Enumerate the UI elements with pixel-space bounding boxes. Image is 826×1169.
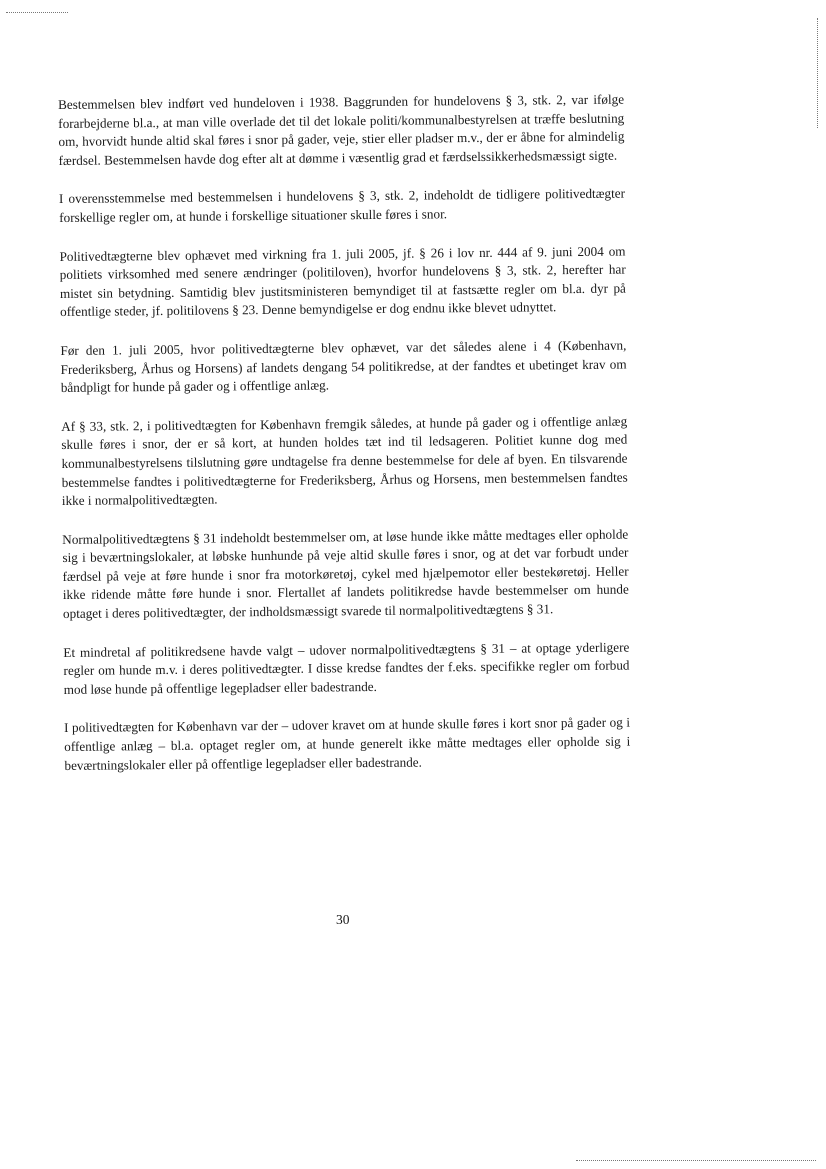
- paragraph: Normalpolitivedtægtens § 31 indeholdt bestemmelser om, at løse hunde ikke måtte medtages eller opholde sig i beværtningslokaler, at løbske hunhunde på veje altid skulle føres i snor, og at det var forbudt under færdsel på veje at føre hunde i snor fra motorkøretøj, cykel med hjælpemotor eller bestekøretøj. Heller ikke ridende måtte føre hunde i snor. Flertallet af landets politikredse havde bestemmelser om hunde optaget i deres politivedtægter, der indholdsmæssigt svarede til normalpolitivedtægtens § 31.: [62, 526, 629, 622]
- scan-artifact-right: [817, 18, 818, 128]
- scan-artifact-top: [6, 12, 68, 13]
- paragraph: Et mindretal af politikredsene havde valgt – udover normalpolitivedtægtens § 31 – at optage yderligere regler om hunde m.v. i deres politivedtægter. I disse kredse fandtes der f.eks. specifikke regler om forbud mod løse hunde på offentlige legepladser eller badestrande.: [63, 639, 630, 697]
- page-number: 30: [336, 912, 350, 927]
- paragraph: Bestemmelsen blev indført ved hundeloven i 1938. Baggrunden for hundelovens § 3, stk. 2, var ifølge forarbejderne bl.a., at man ville overlade det til det lokale politi/kommunalbestyrelsen at træffe beslutning om, hvorvidt hunde altid skal føres i snor på gader, veje, stier eller pladser m.v., der er åbne for almindelig færdsel. Bestemmelsen havde dog efter alt at dømme i væsentlig grad et færdselssikkerhedsmæssigt sigte.: [58, 91, 625, 168]
- paragraph: Politivedtægterne blev ophævet med virkning fra 1. juli 2005, jf. § 26 i lov nr. 444 af 9. juni 2004 om politiets virksomhed med senere ændringer (politiloven), hvorfor hundelovens § 3, stk. 2, herefter har mistet sin betydning. Samtidig blev justitsministeren bemyndiget til at fastsætte regler om bl.a. dyr på offentlige steder, jf. politilovens § 23. Denne bemyndigelse er dog endnu ikke blevet udnyttet.: [59, 243, 626, 320]
- paragraph: I overensstemmelse med bestemmelsen i hundelovens § 3, stk. 2, indeholdt de tidligere politivedtægter forskellige regler om, at hunde i forskellige situationer skulle føres i snor.: [58, 185, 626, 225]
- document-body: [58, 91, 631, 796]
- paragraph: I politivedtægten for København var der – udover kravet om at hunde skulle føres i kort snor på gader og i offentlige anlæg – bl.a. optaget regler om, at hunde generelt ikke måtte medtages eller opholde sig i beværtningslokaler eller på offentlige legepladser eller badestrande.: [63, 714, 631, 773]
- paragraph: Før den 1. juli 2005, hvor politivedtægterne blev ophævet, var det således alene i 4 (København, Frederiksberg, Århus og Horsens) af landets dengang 54 politikredse, at der fandtes et ubetinget krav om båndpligt for hunde på gader og i offentlige anlæg.: [60, 337, 627, 396]
- scan-artifact-bottom: [576, 1160, 816, 1161]
- paragraph: Af § 33, stk. 2, i politivedtægten for København fremgik således, at hunde på gader og i offentlige anlæg skulle føres i snor, der er så kort, at hunden holdes tæt ind til ledsageren. Politiet kunne dog med kommunalbestyrelsens tilslutning gøre undtagelse fra denne bestemmelse for dele af byen. En tilsvarende bestemmelse fandtes i politivedtægterne for Frederiksberg, Århus og Horsens, men bestemmelsen fandtes ikke i normalpolitivedtægten.: [61, 413, 628, 509]
